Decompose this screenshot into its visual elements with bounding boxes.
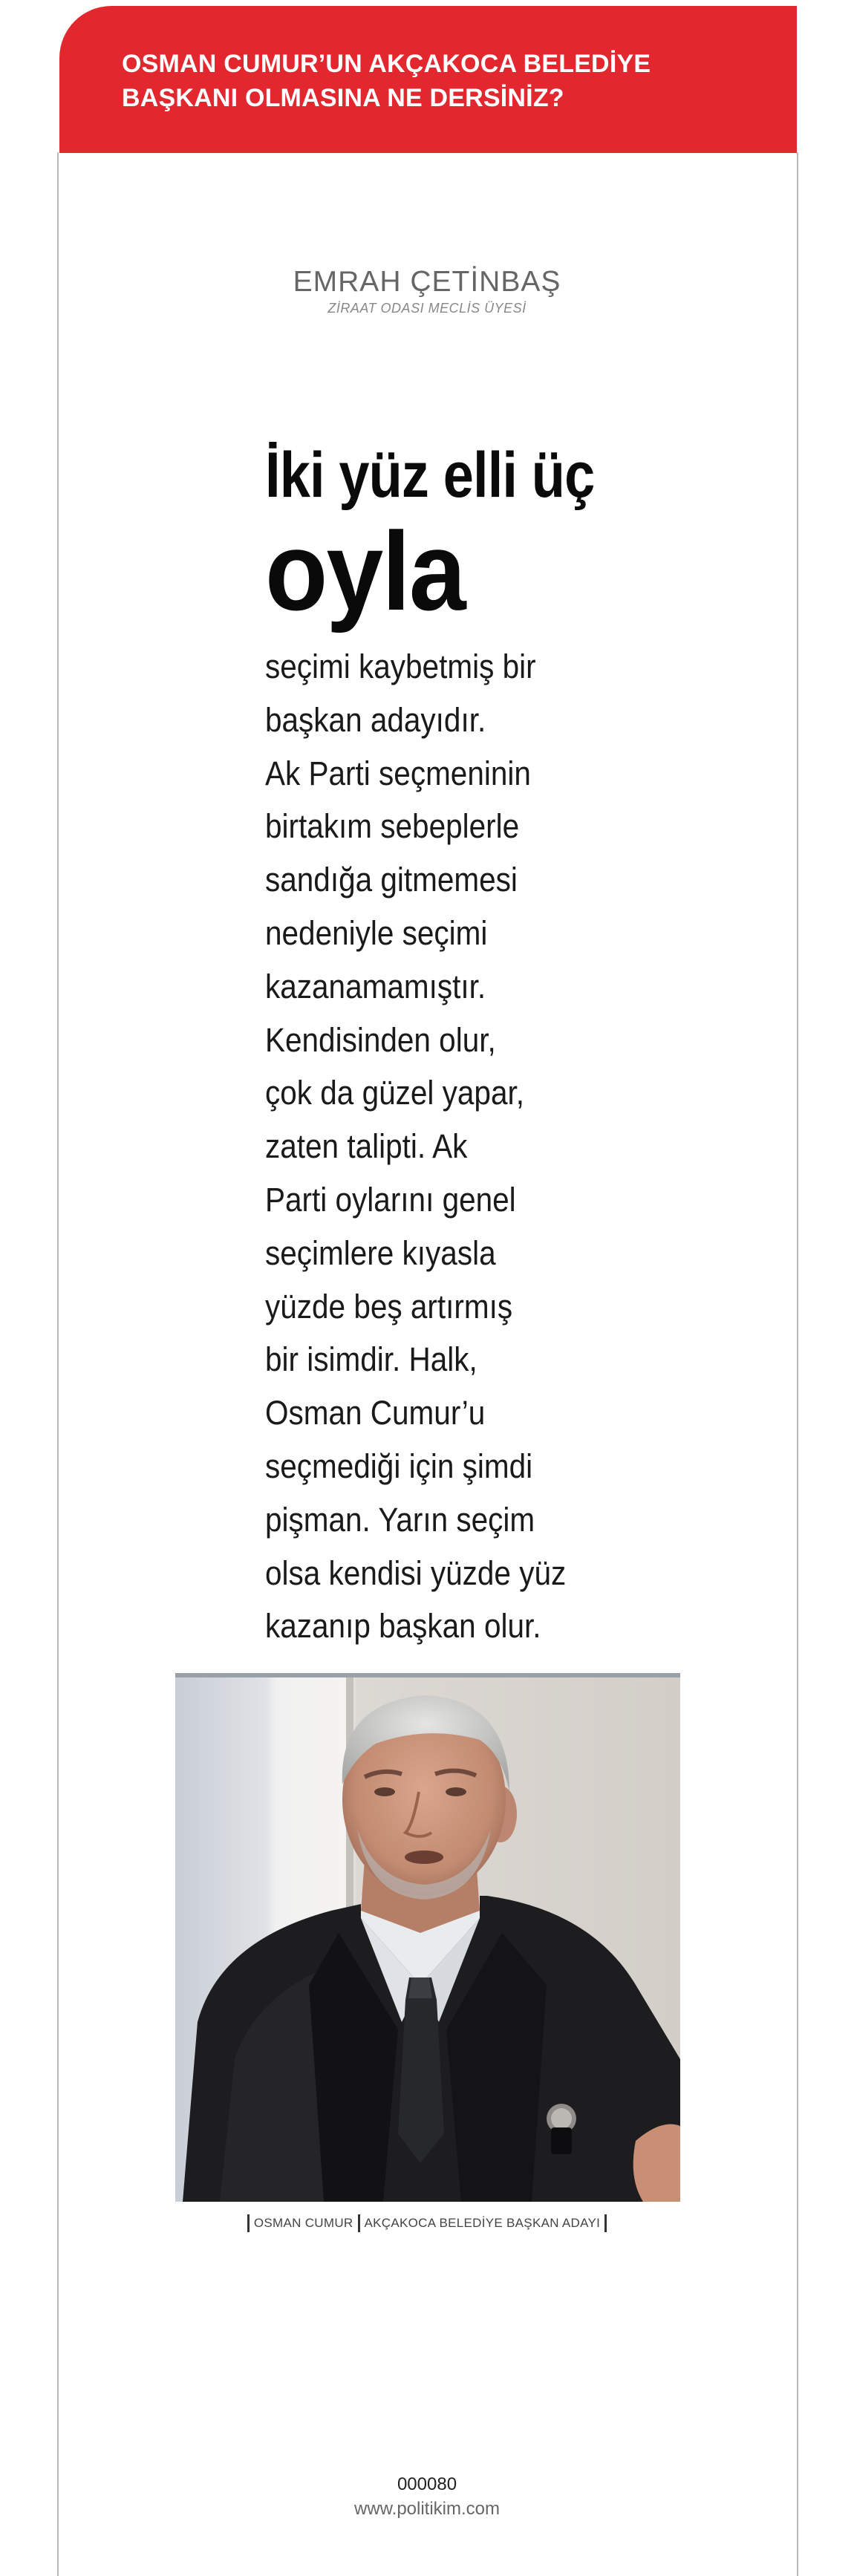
body-line: bir isimdir. Halk,	[265, 1340, 477, 1379]
headline	[265, 438, 648, 633]
caption-role: AKÇAKOCA BELEDİYE BAŞKAN ADAYI	[364, 2216, 601, 2230]
page-footer	[0, 2473, 854, 2522]
page-frame-left	[57, 152, 59, 2576]
question-banner	[59, 6, 797, 153]
caption-divider	[604, 2214, 607, 2232]
body-line: kazanamamıştır.	[265, 967, 486, 1005]
headline-line-2: oyla	[265, 509, 465, 633]
body-line: Kendisinden olur,	[265, 1020, 496, 1059]
banner-title: OSMAN CUMUR’UN AKÇAKOCA BELEDİYE BAŞKANI OLMASINA NE DERSİNİZ?	[122, 50, 651, 112]
answer-body	[265, 640, 681, 1653]
body-line: başkan adayıdır.	[265, 700, 486, 739]
caption-divider	[247, 2214, 250, 2232]
portrait-photo	[175, 1673, 680, 2202]
body-line: Parti oylarını genel	[265, 1180, 516, 1219]
body-line: yüzde beş artırmış	[265, 1287, 513, 1326]
body-line: kazanıp başkan olur.	[265, 1607, 541, 1646]
body-line: birtakım sebeplerle	[265, 807, 520, 846]
body-line: seçmediği için şimdi	[265, 1447, 533, 1485]
body-line: Ak Parti seçmeninin	[265, 754, 531, 792]
author-title: ZİRAAT ODASI MECLİS ÜYESİ	[327, 301, 527, 316]
body-line: sandığa gitmemesi	[265, 861, 518, 899]
author-block	[0, 265, 854, 317]
photo-caption	[0, 2214, 854, 2232]
body-line: olsa kendisi yüzde yüz	[265, 1553, 567, 1592]
body-line: çok da güzel yapar,	[265, 1074, 524, 1112]
body-line: pişman. Yarın seçim	[265, 1500, 535, 1539]
body-line: seçimi kaybetmiş bir	[265, 648, 536, 685]
body-line: Osman Cumur’u	[265, 1394, 486, 1432]
body-line: zaten talipti. Ak	[265, 1127, 468, 1166]
body-line: seçimlere kıyasla	[265, 1233, 496, 1272]
author-name: EMRAH ÇETİNBAŞ	[293, 266, 561, 298]
body-line: nedeniyle seçimi	[265, 913, 488, 952]
page-number: 000080	[397, 2474, 457, 2494]
headline-line-1: İki yüz elli üç	[265, 440, 595, 511]
page-frame-right	[797, 152, 798, 2576]
caption-divider	[358, 2214, 360, 2232]
site-url[interactable]: www.politikim.com	[353, 2499, 501, 2519]
caption-name: OSMAN CUMUR	[253, 2216, 353, 2230]
